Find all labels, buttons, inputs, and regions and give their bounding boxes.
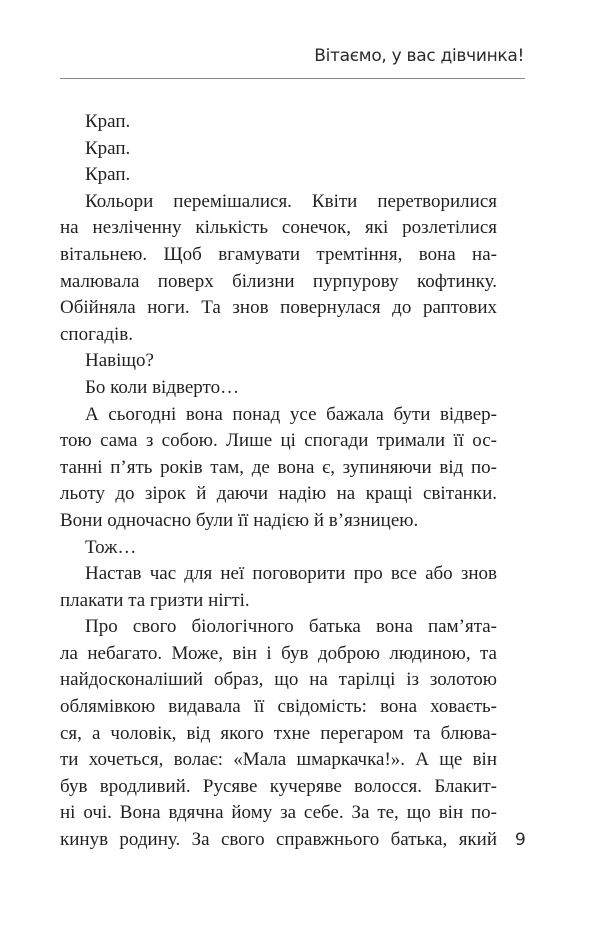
- text-line: ти хочеться, волає: «Мала шмаркачка!». А ще він: [60, 749, 497, 771]
- text-line: Вони одночасно були її надією й в’язницею.: [60, 509, 419, 531]
- text-line: Про свого біологічного батька вона пам’ята-: [85, 616, 497, 638]
- text-line: малювала поверх білизни пурпурову кофтинку.: [60, 270, 497, 292]
- paragraph: [60, 162, 497, 189]
- text-line: Настав час для неї поговорити про все або знов: [85, 563, 497, 585]
- running-head: Вітаємо, у вас дівчинка!: [314, 46, 524, 66]
- text-line: Тож…: [85, 536, 137, 558]
- paragraph: [60, 375, 497, 402]
- text-line: А сьогодні вона понад усе бажала бути відвер-: [85, 403, 497, 425]
- body-text: [60, 109, 497, 854]
- text-line: Крап.: [85, 164, 131, 186]
- text-line: танні п’ять років там, де вона є, зупиняючи від по-: [60, 456, 497, 478]
- text-line: Обійняла ноги. Та знов повернулася до раптових: [60, 297, 497, 319]
- text-line: ся, а чоловік, від якого тхне перегаром та блюва-: [60, 722, 497, 744]
- text-line: на незліченну кількість сонечок, які розлетілися: [60, 217, 497, 239]
- text-line: плакати та гризти нігті.: [60, 589, 250, 611]
- text-line: Кольори перемішалися. Квіти перетворилися: [85, 190, 497, 212]
- text-line: був вродливий. Русяве кучеряве волосся. Блакит-: [60, 775, 497, 797]
- paragraph: [60, 136, 497, 163]
- paragraph: [60, 402, 497, 535]
- header-rule: [60, 78, 525, 79]
- paragraph: [60, 348, 497, 375]
- text-line: Крап.: [85, 137, 131, 159]
- paragraph: [60, 561, 497, 614]
- text-line: ла небагато. Може, він і був доброю людиною, та: [60, 642, 497, 664]
- text-line: спогадів.: [60, 323, 133, 345]
- text-line: ні очі. Вона вдячна йому за себе. За те, що він по-: [60, 802, 497, 824]
- text-line: вітальнею. Щоб вгамувати тремтіння, вона на-: [60, 243, 497, 265]
- text-line: кинув родину. За свого справжнього батька, який: [60, 829, 497, 851]
- page-number: 9: [515, 830, 526, 850]
- text-line: найдосконаліший образ, що на тарілці із золотою: [60, 669, 497, 691]
- text-line: льоту до зірок й даючи надію на кращі світанки.: [60, 483, 497, 505]
- text-line: Крап.: [85, 111, 131, 132]
- text-line: тою сама з собою. Лише ці спогади тримали її ос-: [60, 430, 497, 452]
- text-line: облямівкою видавала її свідомість: вона ховаєть-: [60, 696, 497, 718]
- paragraph: [60, 109, 497, 136]
- text-line: Навіщо?: [85, 350, 154, 372]
- paragraph: [60, 535, 497, 562]
- text-line: Бо коли відверто…: [85, 376, 240, 398]
- paragraph: [60, 189, 497, 349]
- paragraph: [60, 614, 497, 853]
